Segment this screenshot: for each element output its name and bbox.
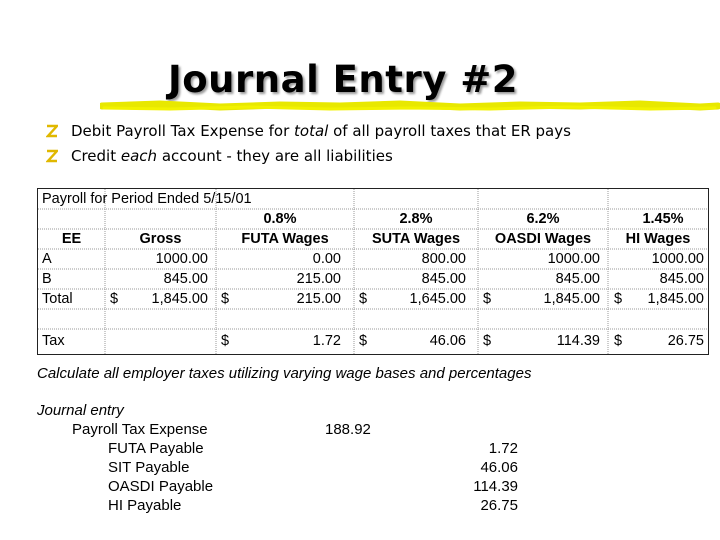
z-bullet-icon <box>46 149 58 163</box>
journal-credit-account: FUTA Payable <box>108 440 204 457</box>
column-header-suta: SUTA Wages <box>371 231 461 247</box>
bullet-text: Credit each account - they are all liabilities <box>71 147 393 165</box>
currency-symbol: $ <box>359 333 368 349</box>
z-bullet-icon <box>46 124 58 138</box>
total-hi: 1,845.00 <box>647 291 704 307</box>
currency-symbol: $ <box>221 291 230 307</box>
tax-oasdi: 114.39 <box>556 333 600 349</box>
tax-futa: 1.72 <box>312 333 341 349</box>
table-cell-hi: 1000.00 <box>651 251 704 267</box>
journal-debit-amount: 188.92 <box>325 421 371 438</box>
journal-credit-amount: 26.75 <box>480 497 518 514</box>
currency-symbol: $ <box>614 291 623 307</box>
payroll-table <box>37 188 709 355</box>
table-cell-gross: 1000.00 <box>155 251 208 267</box>
currency-symbol: $ <box>359 291 368 307</box>
table-cell-oasdi: 1000.00 <box>547 251 600 267</box>
currency-symbol: $ <box>221 333 230 349</box>
table-cell-hi: 845.00 <box>659 271 704 287</box>
table-cell-futa: 0.00 <box>312 251 341 267</box>
total-gross: 1,845.00 <box>151 291 208 307</box>
journal-credit-amount: 114.39 <box>473 478 518 495</box>
journal-heading: Journal entry <box>37 402 124 419</box>
rate-hi: 1.45% <box>642 211 684 227</box>
currency-symbol: $ <box>483 291 492 307</box>
rate-oasdi: 6.2% <box>526 211 560 227</box>
currency-symbol: $ <box>110 291 119 307</box>
column-header-hi: HI Wages <box>625 231 691 247</box>
journal-credit-account: HI Payable <box>108 497 182 514</box>
tax-suta: 46.06 <box>429 333 466 349</box>
rate-suta: 2.8% <box>399 211 433 227</box>
journal-credit-account: OASDI Payable <box>108 478 214 495</box>
bullet-text: Debit Payroll Tax Expense for total of all payroll taxes that ER pays <box>71 122 571 140</box>
page-title: Journal Entry #2 <box>168 58 518 101</box>
table-cell-gross: 845.00 <box>163 271 208 287</box>
table-cell-suta: 800.00 <box>421 251 466 267</box>
journal-credit-amount: 46.06 <box>480 459 518 476</box>
journal-debit-account: Payroll Tax Expense <box>72 421 208 438</box>
title-area <box>0 48 720 118</box>
total-label: Total <box>42 291 73 307</box>
journal-credit-account: SIT Payable <box>108 459 190 476</box>
period-label: Payroll for Period Ended 5/15/01 <box>42 191 252 207</box>
tax-label: Tax <box>42 333 65 349</box>
journal-credit-amount: 1.72 <box>488 440 518 457</box>
table-cell-ee: B <box>42 271 52 287</box>
currency-symbol: $ <box>614 333 623 349</box>
title-underline-brush <box>100 100 720 112</box>
tax-hi: 26.75 <box>667 333 704 349</box>
table-caption: Calculate all employer taxes utilizing varying wage bases and percentages <box>37 365 532 382</box>
column-header-futa: FUTA Wages <box>241 231 329 247</box>
column-header-ee: EE <box>61 231 82 247</box>
total-futa: 215.00 <box>296 291 341 307</box>
total-suta: 1,645.00 <box>409 291 466 307</box>
table-cell-ee: A <box>42 251 52 267</box>
column-header-gross: Gross <box>139 231 182 247</box>
currency-symbol: $ <box>483 333 492 349</box>
rate-futa: 0.8% <box>263 211 297 227</box>
table-cell-futa: 215.00 <box>296 271 341 287</box>
table-cell-oasdi: 845.00 <box>555 271 600 287</box>
column-header-oasdi: OASDI Wages <box>494 231 592 247</box>
total-oasdi: 1,845.00 <box>543 291 600 307</box>
table-cell-suta: 845.00 <box>421 271 466 287</box>
